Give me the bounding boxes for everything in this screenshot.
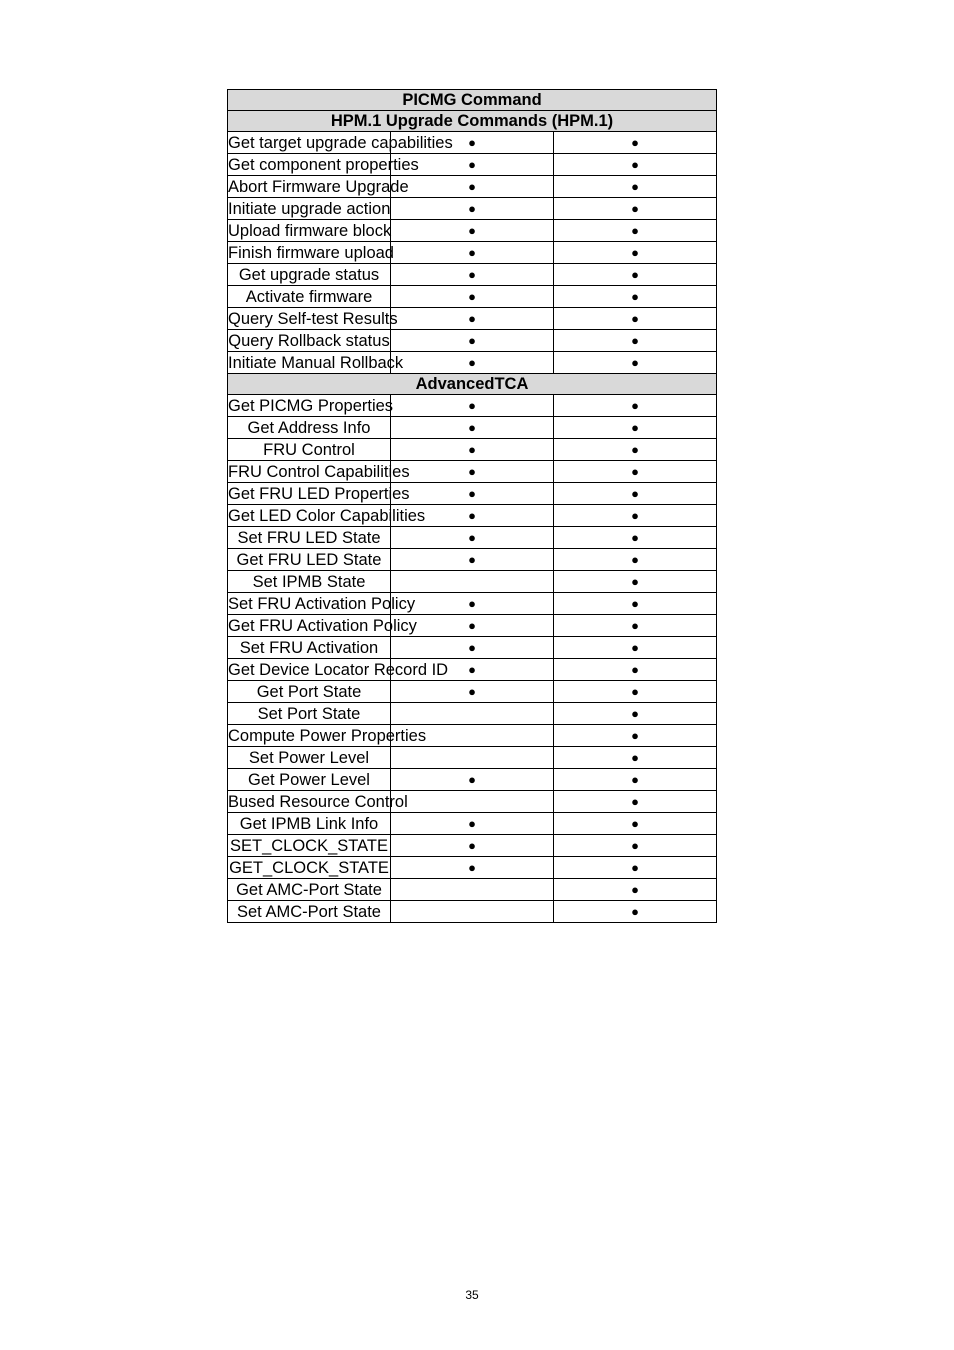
- table-row: [228, 527, 717, 549]
- bullet-icon: ●: [631, 486, 639, 501]
- table-row: [228, 505, 717, 527]
- bullet-icon: ●: [631, 333, 639, 348]
- support-cell-c2: [554, 703, 717, 725]
- support-cell-c1: [391, 461, 554, 483]
- bullet-icon: ●: [631, 904, 639, 919]
- command-name: FRU Control Capabilities: [228, 462, 410, 481]
- bullet-icon: ●: [631, 355, 639, 370]
- support-cell-c2: [554, 593, 717, 615]
- support-cell-c1: [391, 220, 554, 242]
- picmg-command-table: [227, 89, 717, 923]
- support-cell-c2: [554, 549, 717, 571]
- bullet-icon: ●: [631, 552, 639, 567]
- command-name: Query Rollback status: [228, 331, 390, 350]
- support-cell-c2: [554, 286, 717, 308]
- command-name: Initiate upgrade action: [228, 199, 391, 218]
- command-name: Get LED Color Capabilities: [228, 506, 426, 525]
- table-row: [228, 571, 717, 593]
- support-cell-c1: [391, 352, 554, 374]
- bullet-icon: ●: [631, 442, 639, 457]
- bullet-icon: ●: [468, 596, 476, 611]
- command-name: Get FRU LED Properties: [228, 484, 410, 503]
- support-cell-c1: [391, 857, 554, 879]
- support-cell-c2: [554, 681, 717, 703]
- command-name: Set FRU Activation: [228, 637, 391, 659]
- command-name: Set IPMB State: [228, 571, 391, 593]
- support-cell-c1: [391, 286, 554, 308]
- command-name: Get Address Info: [228, 417, 391, 439]
- command-name: Set Power Level: [228, 747, 391, 769]
- bullet-icon: ●: [631, 311, 639, 326]
- command-name: Get IPMB Link Info: [228, 813, 391, 835]
- support-cell-c2: [554, 417, 717, 439]
- bullet-icon: ●: [631, 135, 639, 150]
- command-name: GET_CLOCK_STATE: [229, 858, 389, 877]
- table-row: [228, 659, 717, 681]
- support-cell-c2: [554, 461, 717, 483]
- section-heading-row: [228, 374, 717, 395]
- bullet-icon: ●: [631, 223, 639, 238]
- support-cell-c2: [554, 176, 717, 198]
- table-row: [228, 681, 717, 703]
- bullet-icon: ●: [631, 662, 639, 677]
- table-row: [228, 417, 717, 439]
- section-heading: AdvancedTCA: [228, 374, 717, 395]
- bullet-icon: ●: [631, 289, 639, 304]
- bullet-icon: ●: [468, 772, 476, 787]
- support-cell-c1: [391, 769, 554, 791]
- bullet-icon: ●: [468, 223, 476, 238]
- command-name: Get FRU Activation Policy: [228, 616, 417, 635]
- command-name: Upload firmware block: [228, 221, 392, 240]
- bullet-icon: ●: [468, 289, 476, 304]
- command-name: Get FRU LED State: [228, 549, 391, 571]
- bullet-icon: ●: [631, 398, 639, 413]
- bullet-icon: ●: [631, 201, 639, 216]
- bullet-icon: ●: [631, 728, 639, 743]
- support-cell-c1: [391, 835, 554, 857]
- table-row: [228, 483, 717, 505]
- bullet-icon: ●: [631, 706, 639, 721]
- bullet-icon: ●: [468, 420, 476, 435]
- bullet-icon: ●: [468, 640, 476, 655]
- bullet-icon: ●: [468, 135, 476, 150]
- bullet-icon: ●: [468, 838, 476, 853]
- support-cell-c2: [554, 132, 717, 154]
- bullet-icon: ●: [468, 860, 476, 875]
- bullet-icon: ●: [631, 750, 639, 765]
- table-body: [228, 90, 717, 923]
- support-cell-c1: [391, 483, 554, 505]
- table-row: [228, 132, 717, 154]
- bullet-icon: ●: [468, 333, 476, 348]
- section-heading: HPM.1 Upgrade Commands (HPM.1): [228, 111, 717, 132]
- support-cell-c1: [391, 879, 554, 901]
- bullet-icon: ●: [631, 245, 639, 260]
- bullet-icon: ●: [631, 640, 639, 655]
- command-name: FRU Control: [228, 439, 391, 461]
- table-row: [228, 242, 717, 264]
- support-cell-c1: [391, 439, 554, 461]
- command-name: Query Self-test Results: [228, 309, 398, 328]
- bullet-icon: ●: [631, 574, 639, 589]
- command-name: Get Device Locator Record ID: [228, 660, 449, 679]
- bullet-icon: ●: [631, 794, 639, 809]
- command-name: Get Power Level: [228, 769, 391, 791]
- support-cell-c1: [391, 813, 554, 835]
- bullet-icon: ●: [631, 816, 639, 831]
- bullet-icon: ●: [468, 816, 476, 831]
- table-row: [228, 395, 717, 417]
- support-cell-c1: [391, 417, 554, 439]
- support-cell-c2: [554, 659, 717, 681]
- table-row: [228, 439, 717, 461]
- support-cell-c2: [554, 505, 717, 527]
- command-name: Set Port State: [228, 703, 391, 725]
- table-row: [228, 747, 717, 769]
- support-cell-c2: [554, 264, 717, 286]
- support-cell-c1: [391, 527, 554, 549]
- bullet-icon: ●: [631, 267, 639, 282]
- table-row: [228, 901, 717, 923]
- bullet-icon: ●: [468, 157, 476, 172]
- command-name: Set AMC-Port State: [228, 901, 391, 923]
- bullet-icon: ●: [468, 398, 476, 413]
- table-row: [228, 308, 717, 330]
- bullet-icon: ●: [468, 201, 476, 216]
- bullet-icon: ●: [468, 530, 476, 545]
- command-name: Get Port State: [228, 681, 391, 703]
- bullet-icon: ●: [631, 596, 639, 611]
- support-cell-c2: [554, 901, 717, 923]
- table-row: [228, 835, 717, 857]
- support-cell-c2: [554, 637, 717, 659]
- table-row: [228, 725, 717, 747]
- table-row: [228, 264, 717, 286]
- command-name: Get AMC-Port State: [228, 879, 391, 901]
- bullet-icon: ●: [468, 486, 476, 501]
- table-row: [228, 220, 717, 242]
- table-title-row: [228, 90, 717, 111]
- command-name: Set FRU Activation Policy: [228, 594, 416, 613]
- bullet-icon: ●: [468, 464, 476, 479]
- command-name: SET_CLOCK_STATE: [228, 835, 391, 857]
- bullet-icon: ●: [631, 618, 639, 633]
- bullet-icon: ●: [468, 179, 476, 194]
- table-row: [228, 593, 717, 615]
- command-name: Get target upgrade capabilities: [228, 133, 453, 152]
- table-row: [228, 769, 717, 791]
- table-row: [228, 615, 717, 637]
- bullet-icon: ●: [631, 772, 639, 787]
- support-cell-c1: [391, 703, 554, 725]
- bullet-icon: ●: [468, 355, 476, 370]
- table-row: [228, 176, 717, 198]
- bullet-icon: ●: [631, 464, 639, 479]
- support-cell-c2: [554, 308, 717, 330]
- command-name: Set FRU LED State: [228, 527, 391, 549]
- support-cell-c2: [554, 769, 717, 791]
- support-cell-c2: [554, 352, 717, 374]
- support-cell-c2: [554, 813, 717, 835]
- support-cell-c2: [554, 747, 717, 769]
- command-name: Activate firmware: [228, 286, 391, 308]
- command-name: Finish firmware upload: [228, 243, 394, 262]
- support-cell-c2: [554, 395, 717, 417]
- table-row: [228, 330, 717, 352]
- support-cell-c2: [554, 242, 717, 264]
- bullet-icon: ●: [468, 442, 476, 457]
- bullet-icon: ●: [468, 508, 476, 523]
- bullet-icon: ●: [468, 618, 476, 633]
- support-cell-c1: [391, 681, 554, 703]
- command-name: Get PICMG Properties: [228, 396, 394, 415]
- support-cell-c2: [554, 330, 717, 352]
- table-row: [228, 549, 717, 571]
- bullet-icon: ●: [468, 267, 476, 282]
- bullet-icon: ●: [468, 311, 476, 326]
- table-row: [228, 461, 717, 483]
- table-row: [228, 352, 717, 374]
- bullet-icon: ●: [631, 420, 639, 435]
- support-cell-c1: [391, 242, 554, 264]
- bullet-icon: ●: [631, 882, 639, 897]
- command-name: Bused Resource Control: [228, 792, 408, 811]
- support-cell-c1: [391, 395, 554, 417]
- table-row: [228, 703, 717, 725]
- support-cell-c1: [391, 747, 554, 769]
- command-name: Abort Firmware Upgrade: [228, 177, 409, 196]
- support-cell-c1: [391, 637, 554, 659]
- support-cell-c1: [391, 571, 554, 593]
- bullet-icon: ●: [631, 179, 639, 194]
- support-cell-c2: [554, 835, 717, 857]
- support-cell-c2: [554, 154, 717, 176]
- page-number: 35: [465, 1288, 479, 1302]
- support-cell-c2: [554, 571, 717, 593]
- support-cell-c1: [391, 264, 554, 286]
- support-cell-c1: [391, 901, 554, 923]
- support-cell-c1: [391, 198, 554, 220]
- support-cell-c2: [554, 527, 717, 549]
- support-cell-c1: [391, 791, 554, 813]
- support-cell-c1: [391, 330, 554, 352]
- section-heading-row: [228, 111, 717, 132]
- table-title: PICMG Command: [228, 90, 717, 111]
- bullet-icon: ●: [468, 684, 476, 699]
- support-cell-c2: [554, 483, 717, 505]
- table-row: [228, 154, 717, 176]
- bullet-icon: ●: [631, 860, 639, 875]
- support-cell-c2: [554, 791, 717, 813]
- table-row: [228, 813, 717, 835]
- bullet-icon: ●: [631, 157, 639, 172]
- bullet-icon: ●: [468, 552, 476, 567]
- support-cell-c2: [554, 615, 717, 637]
- support-cell-c2: [554, 879, 717, 901]
- table-row: [228, 637, 717, 659]
- support-cell-c1: [391, 549, 554, 571]
- bullet-icon: ●: [631, 508, 639, 523]
- support-cell-c2: [554, 439, 717, 461]
- support-cell-c1: [391, 176, 554, 198]
- support-cell-c2: [554, 857, 717, 879]
- bullet-icon: ●: [468, 245, 476, 260]
- bullet-icon: ●: [468, 662, 476, 677]
- command-name: Initiate Manual Rollback: [228, 353, 404, 372]
- bullet-icon: ●: [631, 838, 639, 853]
- table-row: [228, 198, 717, 220]
- bullet-icon: ●: [631, 530, 639, 545]
- table-row: [228, 286, 717, 308]
- command-name: Get component properties: [228, 155, 419, 174]
- table-row: [228, 879, 717, 901]
- table-row: [228, 791, 717, 813]
- support-cell-c2: [554, 198, 717, 220]
- bullet-icon: ●: [631, 684, 639, 699]
- command-name: Compute Power Properties: [228, 726, 427, 745]
- support-cell-c2: [554, 220, 717, 242]
- command-name: Get upgrade status: [228, 264, 391, 286]
- table-row: [228, 857, 717, 879]
- support-cell-c2: [554, 725, 717, 747]
- support-cell-c1: [391, 308, 554, 330]
